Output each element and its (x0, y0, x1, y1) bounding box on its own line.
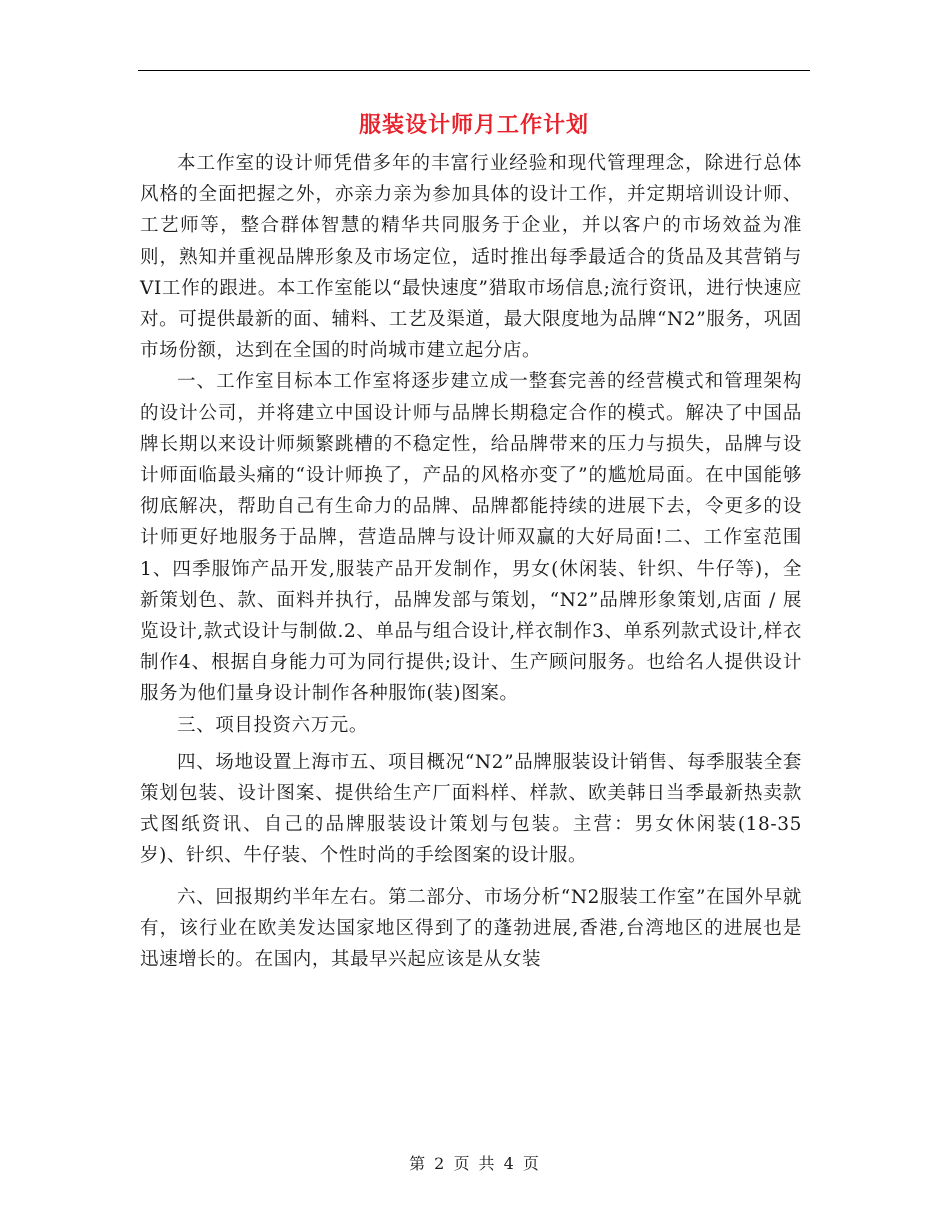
header-rule (138, 70, 810, 71)
document-title: 服装设计师月工作计划 (358, 112, 589, 138)
paragraph-intro: 本工作室的设计师凭借多年的丰富行业经验和现代管理理念，除进行总体风格的全面把握之外，亦亲力亲为参加具体的设计工作，并定期培训设计师、工艺师等，整合群体智慧的精华共同服务于企业，并以客户的市场效益为准则，熟知并重视品牌形象及市场定位，适时推出每季最适合的货品及其营销与VI工作的跟进。本工作室能以“最快速度”猎取市场信息;流行资讯，进行快速应对。可提供最新的面、辅料、工艺及渠道，最大限度地为品牌“N2”服务，巩固市场份额，达到在全国的时尚城市建立起分店。 (140, 153, 802, 362)
paragraph-investment: 三、项目投资六万元。 (177, 714, 369, 736)
page-number: 第 2 页 共 4 页 (409, 1154, 541, 1173)
document-body (140, 148, 802, 975)
paragraph-venue-overview: 四、场地设置上海市五、项目概况“N2”品牌服装设计销售、每季服装全套策划包装、设计图案、提供给生产厂面料样、样款、欧美韩日当季最新热卖款式图纸资讯、自己的品牌服装设计策划与包装。主营：男女休闲装(18-35岁)、针织、牛仔装、个性时尚的手绘图案的设计服。 (140, 751, 802, 867)
paragraph-return-market: 六、回报期约半年左右。第二部分、市场分析“N2服装工作室”在国外早就有，该行业在欧美发达国家地区得到了的蓬勃进展,香港,台湾地区的进展也是迅速增长的。在国内，其最早兴起应该是从女装 (140, 886, 802, 971)
paragraph-goals-scope: 一、工作室目标本工作室将逐步建立成一整套完善的经营模式和管理架构的设计公司，并将建立中国设计师与品牌长期稳定合作的模式。解决了中国品牌长期以来设计师频繁跳槽的不稳定性，给品牌带来的压力与损失，品牌与设计师面临最头痛的“设计师换了，产品的风格亦变了”的尴尬局面。在中国能够彻底解决，帮助自己有生命力的品牌、品牌都能持续的进展下去，令更多的设计师更好地服务于品牌，营造品牌与设计师双赢的大好局面!二、工作室范围1、四季服饰产品开发,服装产品开发制作，男女(休闲装、针织、牛仔等)，全新策划色、款、面料并执行，品牌发部与策划，“N2”品牌形象策划,店面 / 展览设计,款式设计与制做.2、单品与组合设计,样衣制作3、单系列款式设计,样衣制作4、根据自身能力可为同行提供;设计、生产顾问服务。也给名人提供设计服务为他们量身设计制作各种服饰(装)图案。 (140, 371, 802, 705)
